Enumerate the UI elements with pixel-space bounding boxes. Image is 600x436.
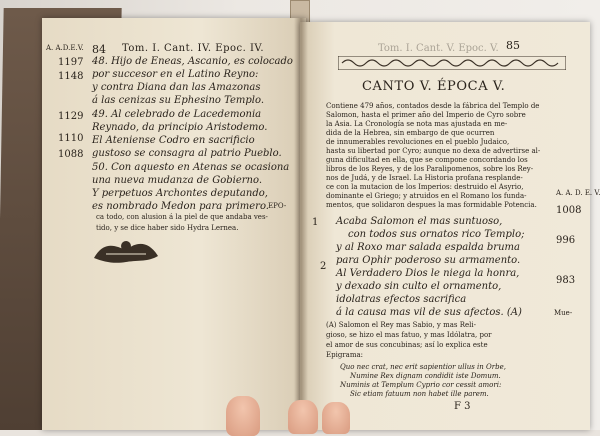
verse-line: Acaba Salomon el mas suntuoso,	[336, 216, 503, 227]
book-gutter	[294, 18, 308, 430]
verse-line: para Ophir poderoso su armamento.	[336, 255, 521, 266]
summary-line: libros de los Reyes, y de los Paralipomenos, sobre los Rey-	[326, 165, 534, 173]
finger	[288, 400, 318, 434]
right-side-header: A. A. D. E. V.	[556, 189, 600, 197]
latin-line: Numinis at Templum Cyprio cor cessit amori:	[340, 381, 502, 389]
verse-line: es nombrado Medon para primero.	[92, 201, 269, 212]
note-line: gioso, se hizo el mas fatuo, y mas Idólatra, por	[326, 331, 492, 339]
date-1008: 1008	[556, 205, 582, 216]
prose-line: tido, y se dice haber sido Hydra Lernea.	[96, 224, 239, 232]
verse-line: Reynado, da principio Aristodemo.	[92, 122, 268, 133]
verse-line: y dexado sin culto el ornamento,	[336, 281, 502, 292]
decorative-band	[338, 56, 566, 70]
verse-line: 49. Al celebrado de Lacedemonia	[92, 109, 262, 120]
verse-line: con todos sus ornatos rico Templo;	[348, 229, 525, 240]
note-line: (A) Salomon el Rey mas Sabio, y mas Reli-	[326, 321, 476, 329]
verse-line: Al Verdadero Dios le niega la honra,	[336, 268, 520, 279]
date-983: 983	[556, 275, 576, 286]
summary-line: dida de la Hebrea, sin embargo de que ocurren	[326, 129, 495, 137]
summary-line: nos de Judá, y de Israel. La Historia profana resplande-	[326, 174, 523, 182]
right-running-head: Tom. I. Cant. V. Epoc. V.	[378, 43, 499, 54]
latin-line: Numine Rex dignam condidit iste Domum.	[350, 372, 501, 380]
canto-title: CANTO V. ÉPOCA V.	[362, 79, 506, 94]
tailpiece-ornament	[86, 232, 166, 268]
summary-line: de innumerables revoluciones en el pueblo Judaico,	[326, 138, 510, 146]
summary-line: guna dificultad en ella, que se compone concordando los	[326, 156, 528, 164]
date-1110: 1110	[58, 133, 84, 144]
catchword: EPO-	[268, 202, 287, 210]
verse-line: 50. Con aquesto en Atenas se ocasiona	[92, 162, 290, 173]
left-side-header: A. A.D.E.V.	[46, 44, 84, 52]
verse-line: Y perpetuos Archontes deputando,	[92, 188, 268, 199]
left-page-number: 84	[92, 43, 106, 56]
date-1088: 1088	[58, 149, 84, 160]
date-1148: 1148	[58, 71, 84, 82]
summary-line: la Asia. La Cronología se nota mas ajustada en me-	[326, 120, 508, 128]
note-line: Epigrama:	[326, 351, 363, 359]
summary-line: Contiene 479 años, contados desde la fábrica del Templo de	[326, 102, 540, 110]
verse-line: 48. Hijo de Eneas, Ascanio, es colocado	[92, 56, 293, 67]
latin-line: Sic etiam fatuum non habet ille parem.	[350, 390, 489, 398]
verse-line: gustoso se consagra al patrio Pueblo.	[92, 148, 282, 159]
prose-line: ca todo, con alusion á la piel de que andaba ves-	[96, 213, 268, 221]
verse-line: á la causa mas vil de sus afectos. (A)	[336, 307, 522, 318]
finger	[322, 402, 350, 434]
note-line: el amor de sus concubinas; así lo explica este	[326, 341, 488, 349]
verse-line: una nueva mudanza de Gobierno.	[92, 175, 263, 186]
left-running-head: Tom. I. Cant. IV. Epoc. IV.	[122, 43, 265, 54]
summary-line: Salomon, hasta el primer año del Imperio de Cyro sobre	[326, 111, 526, 119]
latin-line: Quo nec crat, nec erit sapientior ullus in Orbe,	[340, 363, 506, 371]
summary-line: hasta su libertad por Cyro; aunque no dexa de advertirse al-	[326, 147, 541, 155]
verse-line: El Ateniense Codro en sacrificio	[92, 135, 255, 146]
verse-line: á las cenizas su Ephesino Templo.	[92, 95, 265, 106]
right-page-number: 85	[506, 39, 520, 52]
summary-line: dominante el Griego; y atruidos en el Romano los funda-	[326, 192, 527, 200]
finger	[226, 396, 260, 436]
verse-number: 1	[312, 217, 319, 228]
summary-line: ce con la mutacion de los Imperios: destruido el Asyrio,	[326, 183, 524, 191]
summary-line: mentos, que solidaron despues la mas formidable Potencia.	[326, 201, 537, 209]
catchword: Mue-	[554, 309, 573, 317]
date-1129: 1129	[58, 111, 84, 122]
date-1197: 1197	[58, 57, 84, 68]
verse-line: idolatras efectos sacrifica	[336, 294, 467, 305]
verse-line: por succesor en el Latino Reyno:	[92, 69, 259, 80]
verse-number: 2	[320, 261, 327, 272]
date-996: 996	[556, 235, 576, 246]
verse-line: y al Roxo mar salada espalda bruma	[336, 242, 520, 253]
verse-line: y contra Diana dan las Amazonas	[92, 82, 261, 93]
signature-mark: F 3	[454, 401, 471, 412]
